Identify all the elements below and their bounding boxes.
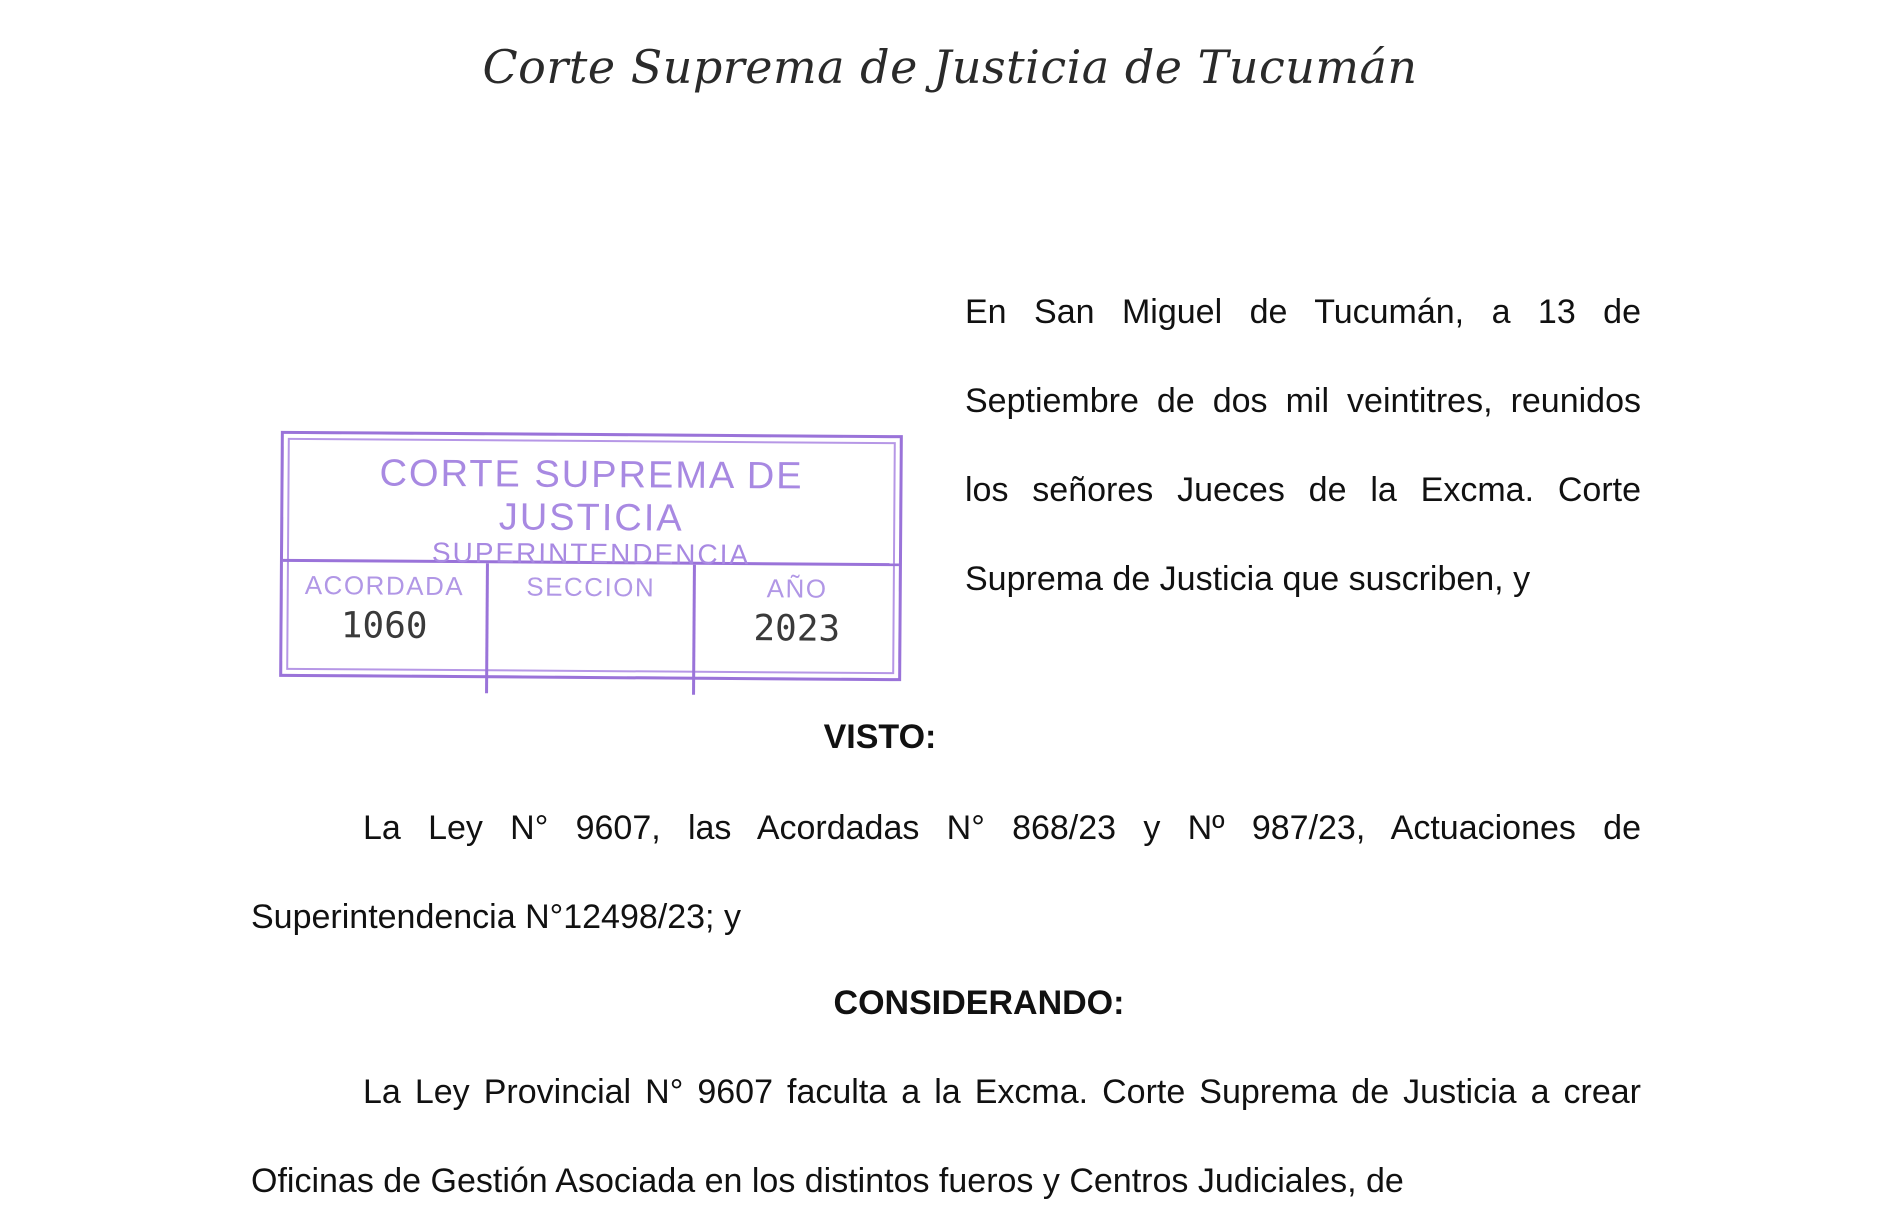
stamp-cell-label: ACORDADA xyxy=(304,570,465,602)
opening-paragraph-block xyxy=(965,268,1641,624)
opening-paragraph: En San Miguel de Tucumán, a 13 de Septiembre de dos mil veintitres, reunidos los señores Jueces de la Excma. Corte Suprema de Justicia que suscriben, y xyxy=(965,293,1641,598)
stamp-cell-value: 1060 xyxy=(340,605,428,647)
letterhead-title: Corte Suprema de Justicia de Tucumán xyxy=(482,40,1418,94)
stamp-cells xyxy=(282,562,899,696)
superintendencia-stamp xyxy=(279,431,903,681)
visto-heading: VISTO: xyxy=(823,718,937,756)
stamp-cell-label: SECCION xyxy=(526,571,656,603)
stamp-cell-acordada xyxy=(282,562,489,693)
considerando-paragraph: La Ley Provincial N° 9607 faculta a la Excma. Corte Suprema de Justicia a crear Oficinas de Gestión Asociada en los distintos fueros y Centros Judiciales, de xyxy=(251,1073,1641,1200)
stamp-cell-value xyxy=(489,606,692,607)
visto-paragraph: La Ley N° 9607, las Acordadas N° 868/23 y Nº 987/23, Actuaciones de Superintendencia N°12498/23; y xyxy=(251,809,1641,936)
stamp-cell-anio xyxy=(695,565,899,696)
stamp-cell-seccion xyxy=(488,563,695,694)
stamp-title: CORTE SUPREMA DE JUSTICIA xyxy=(379,452,804,540)
stamp-header xyxy=(283,452,900,571)
stamp-cell-value: 2023 xyxy=(753,608,841,650)
stamp-cell-label: AÑO xyxy=(766,573,828,604)
stamp-subtitle: SUPERINTENDENCIA xyxy=(431,536,751,571)
considerando-heading: CONSIDERANDO: xyxy=(833,984,1125,1022)
